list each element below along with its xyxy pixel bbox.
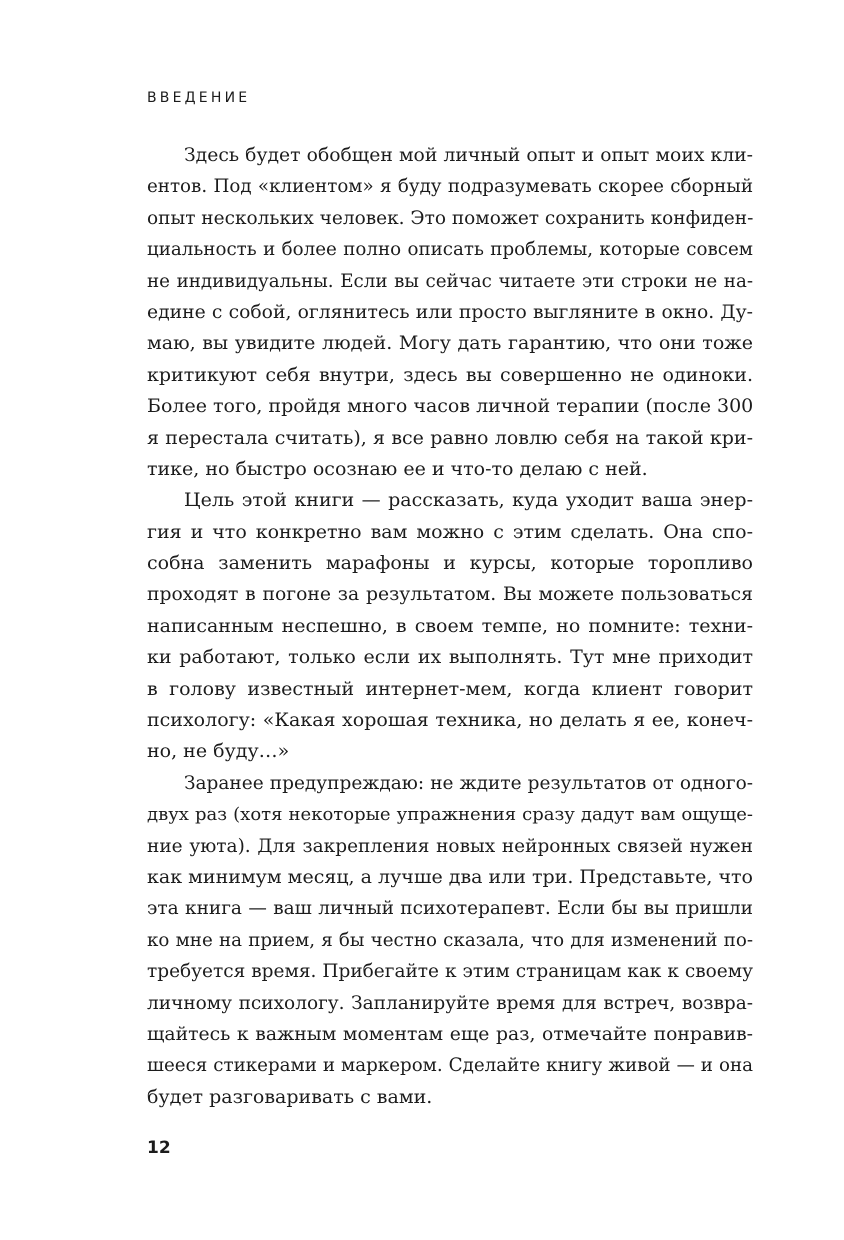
text-line: написанным неспешно, в своем темпе, но помните: техни-	[147, 614, 753, 637]
text-line: шееся стикерами и маркером. Сделайте книгу живой — и она	[147, 1055, 753, 1077]
text-line: эта книга — ваш личный психотерапевт. Если бы вы пришли	[147, 898, 753, 920]
text-line: Заранее предупреждаю: не ждите результатов от одного-	[184, 772, 753, 794]
text-line: едине с собой, оглянитесь или просто выгляните в окно. Ду-	[147, 301, 753, 323]
text-line: собна заменить марафоны и курсы, которые торопливо	[147, 552, 753, 575]
page-number: 12	[147, 1138, 171, 1158]
text-line: ко мне на прием, я бы честно сказала, что для изменений по-	[147, 929, 753, 951]
text-line: я перестала считать), я все равно ловлю себя на такой кри-	[147, 426, 753, 449]
text-line: критикуют себя внутри, здесь вы совершенно не одиноки.	[147, 363, 753, 386]
text-line: будет разговаривать с вами.	[147, 1085, 433, 1108]
text-line: как минимум месяц, а лучше два или три. Представьте, что	[147, 865, 753, 888]
text-line: Цель этой книги — рассказать, куда уходит ваша энер-	[184, 489, 753, 512]
text-line: Более того, пройдя много часов личной терапии (после 300	[147, 395, 753, 418]
text-line: личному психологу. Запланируйте время для встреч, возвра-	[147, 992, 753, 1014]
text-line: в голову известный интернет-мем, когда клиент говорит	[147, 677, 753, 700]
text-line: маю, вы увидите людей. Могу дать гарантию, что они тоже	[147, 332, 753, 355]
text-line: Здесь будет обобщен мой личный опыт и опыт моих кли-	[184, 145, 753, 166]
running-head: ВВЕДЕНИЕ	[147, 90, 251, 106]
text-line: проходят в погоне за результатом. Вы можете пользоваться	[147, 584, 753, 606]
text-line: опыт нескольких человек. Это поможет сохранить конфиден-	[147, 207, 753, 229]
text-line: ние уюта). Для закрепления новых нейронных связей нужен	[147, 835, 753, 857]
paragraph	[147, 485, 753, 768]
text-line: но, не буду…»	[147, 740, 290, 763]
text-line: психологу: «Какая хорошая техника, но делать я ее, конеч-	[147, 709, 753, 732]
text-line: циальность и более полно описать проблемы, которые совсем	[147, 239, 753, 261]
text-line: двух раз (хотя некоторые упражнения сразу дадут вам ощуще-	[147, 804, 753, 826]
text-line: ентов. Под «клиентом» я буду подразумевать скорее сборный	[147, 176, 753, 198]
text-line: не индивидуальны. Если вы сейчас читаете эти строки не на-	[147, 270, 753, 292]
text-line: тике, но быстро осознаю ее и что-то делаю с ней.	[147, 457, 648, 480]
text-line: требуется время. Прибегайте к этим страницам как к своему	[147, 961, 753, 983]
text-line: ки работают, только если их выполнять. Тут мне приходит	[147, 646, 753, 669]
body-text	[147, 140, 753, 1113]
text-line: гия и что конкретно вам можно с этим сделать. Она спо-	[147, 520, 753, 543]
paragraph	[147, 140, 753, 485]
text-line: щайтесь к важным моментам еще раз, отмечайте понравив-	[147, 1023, 753, 1045]
paragraph	[147, 768, 753, 1113]
